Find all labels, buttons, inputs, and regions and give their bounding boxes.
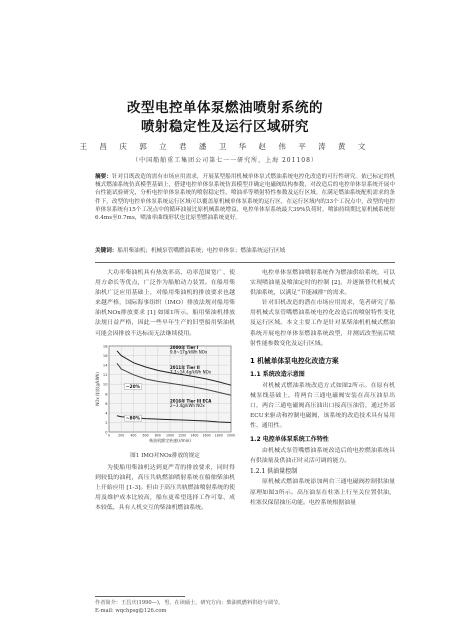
annotation-2: ~80% (125, 416, 141, 422)
section-1-2-1-title: 1.2.1 供油量控制 (250, 468, 298, 476)
keywords-label: 关键词： (95, 248, 118, 254)
series-label-2: 2011年 Tier II (170, 364, 200, 370)
series-label-3: 2016年 Tier III ECA (170, 398, 212, 404)
series-label-1: 2000年 Tier I (170, 344, 199, 350)
series-sublabel-3: 2~3.4g/kWh NOx (170, 402, 205, 408)
paper-title-line1: 改型电控单体泵燃油喷射系统的 (127, 100, 323, 116)
y-tick-label: 16 (102, 354, 108, 359)
y-tick-label: 12 (102, 373, 108, 378)
y-tick-label: 6 (105, 401, 108, 406)
x-tick-label: 600 (142, 433, 149, 438)
annotation-1: ~20% (125, 385, 141, 391)
keywords (95, 247, 395, 255)
x-tick-label: 1400 (190, 433, 199, 438)
intro-paragraph-2: 为使船用柴油机达到更严苛的排放要求，同时得到较低的油耗，高压共轨燃油喷射系统在船舶柴油机上开始应用 [1-3]。但由于高压共轨燃油喷射系统的使用及维护成本比较高，船东更希望选择工作可靠、成本较低、具有人机交互的柴油机燃油系统。 (95, 465, 235, 512)
affiliation: （中国船舶重工集团公司第七一一研究所，上海 201108） (132, 157, 318, 164)
x-tick-label: 1000 (165, 433, 175, 438)
x-tick-label: 400 (130, 433, 137, 438)
x-tick-label: 1200 (178, 433, 187, 438)
x-tick-label: 0 (107, 433, 111, 438)
abstract-label: 摘要： (95, 174, 112, 180)
keywords-text: 船用柴油机；机械泵管嘴燃油系统；电控单体泵；燃油系统运行区域 (117, 248, 286, 254)
section-1-1-title: 1.1 系统改造示意图 (250, 370, 305, 378)
left-column-intro (95, 268, 235, 339)
abstract-divider (95, 262, 395, 263)
figure-1-chart (95, 342, 235, 448)
y-tick-label: 18 (102, 344, 108, 349)
footnote: 作者简介：王昌庆(1990—)，男，在读硕士，研究方向：柴油机燃料供给与调节。 E-mail: wqchpsg@126.com (95, 600, 284, 614)
y-axis-label: NOx 排放(g/kWh) (95, 372, 100, 406)
section-1-title: 1 机械单体泵电控化改造方案 (250, 356, 339, 365)
y-tick-label: 4 (105, 411, 108, 416)
section-1-2-title: 1.2 电控单体泵系统工作特性 (250, 436, 329, 444)
paper-title-line2: 喷射稳定性及运行区域研究 (141, 119, 309, 135)
abstract (95, 173, 395, 222)
y-tick-label: 10 (102, 382, 108, 387)
figure-1-caption: 图1 IMO对NOx排放的规定 (130, 453, 200, 459)
x-tick-label: 1600 (202, 433, 211, 438)
x-tick-label: 200 (118, 433, 125, 438)
footnote-divider (95, 596, 185, 597)
x-tick-label: 1800 (214, 433, 223, 438)
authors: 王 昌 庆 郭 立 君 潘 卫 华 赵 伟 平 涛 黄 文 (79, 142, 371, 151)
right-column (250, 268, 395, 508)
series-sublabel-1: 9.8~17g/kWh NOx (170, 349, 208, 355)
x-axis-label: 柴油机额定转速(r/min) (149, 438, 191, 443)
section-1-2-text: 由机械式泵管嘴燃油系统改造后的电控燃油系统具有供油量及供油正时灵活可调的能力。 (250, 448, 395, 465)
y-tick-label: 14 (102, 363, 108, 368)
y-tick-label: 8 (105, 392, 108, 397)
y-tick-label: 2 (105, 420, 108, 425)
section-1-1-text: 对机械式燃油系统改造方式如图2所示。在原有机械泵线基础上，将两台三通电磁阀安装在高压油泵出口，两台三通电磁阀高压油出口接高压油管，通过外部ECU来驱动和控制电磁阀，该系统的改造技术具有易用性、通用性。 (250, 382, 395, 430)
intro-paragraph-1: 大功率柴油机具有热效率高、功率范围宽广、使用方命长等优点，广泛作为船舶动力装置。在船用柴油机广泛应用基础上，对船用柴油机的排放要求也越来越严格，国际海事组织（IMO）排放法规对船用柴油机NOx排放要求 [1] 如图1所示。船用柴油机排放法规日益严格，因此一些早年生产的旧型船用柴油机可能会因排放不达标而无法继续使用。 (95, 270, 235, 337)
abstract-text: 针对目既改造的需有市场应用需求，开展某型船用机械单体泵式燃油系统电控化改造的可行性研究。依已标定的机械式燃油系统仿真模型基础上，搭建电控单体泵系统仿真模型并确定电磁阀结构参数，对改造后的电控单体泵系统开展中台性能试验研究，分析电控单体泵系统的喷射稳定性，喷油率等喷射特性参数及运行区域。在满足燃油系统配机需求的条件下，改型的电控单体泵系统运行区域可以覆盖原机械单体泵系统的运行区，在运行区域内的33个工况点中，改型的电控单体泵系统有15个工况点中的循环油量比原机械系统增益，电控单体泵系统最大39%负荷时，喷油持续期比原机械系统短6.4ms至0.7ms，喷油率曲线形状也比原型燃油系统更好。 (95, 174, 395, 222)
series-sublabel-2: 7.7~14.4g/kWh NOx (170, 369, 212, 375)
left-column-para2 (95, 463, 235, 513)
right-paragraph-1: 电控单体泵燃油喷射系统作为燃油供给系统，可以实现喷油量及喷油定时的控制 [2]，并逐渐替代机械式供油系统，以满足“节能减排”的需求。 (250, 270, 395, 297)
x-tick-label: 800 (154, 433, 161, 438)
x-tick-label: 2000 (226, 433, 235, 438)
y-tick-label: 0 (105, 430, 108, 435)
section-1-2-1-text: 原机械式燃油系统添加两台三通电磁阀控制供油量原理如图3所示。高压油泵在柱塞上行至关位置供油，柱塞仅保留抽压功能。电控系统根据油量 (250, 479, 395, 506)
right-paragraph-2: 针对旧机改造的潜在市场应用需求，笔者研究了船用机械式泵管嘴燃油系统电控化改造后的喷射特性变化及运行区域。本文主要工作是针对某柴油机机械式燃油系统开展电控单体泵燃油系统改型，并测试改型前后喷射性能参数变化及运行区域。 (250, 300, 395, 347)
